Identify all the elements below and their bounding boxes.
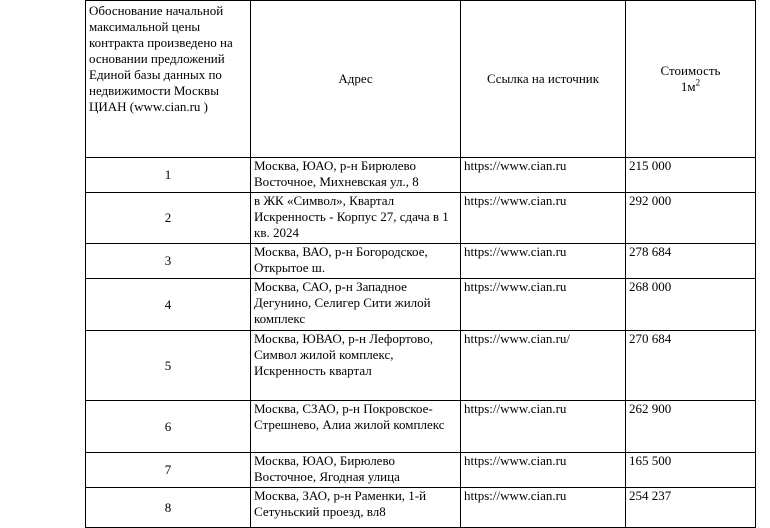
price-justification-table: [85, 0, 756, 528]
table-row: [86, 193, 756, 244]
row-number: 5: [86, 331, 251, 401]
table-row: [86, 279, 756, 331]
row-number: 1: [86, 158, 251, 193]
header-cost-line1: Стоимость: [660, 63, 721, 78]
row-address: Москва, ЮАО, р-н Бирюлево Восточное, Михневская ул., 8: [251, 158, 461, 193]
header-source: Ссылка на источник: [461, 1, 626, 158]
row-source-link: https://www.cian.ru: [461, 244, 626, 279]
table-row: [86, 488, 756, 528]
header-cost: [626, 1, 756, 158]
row-cost: 292 000: [626, 193, 756, 244]
table-row: [86, 244, 756, 279]
row-address: Москва, ЮАО, Бирюлево Восточное, Ягодная улица: [251, 453, 461, 488]
table-row: [86, 331, 756, 401]
row-source-link: https://www.cian.ru: [461, 193, 626, 244]
row-source-link: https://www.cian.ru: [461, 488, 626, 528]
table-row: [86, 401, 756, 453]
row-source-link: https://www.cian.ru: [461, 279, 626, 331]
row-address: Москва, САО, р-н Западное Дегунино, Селигер Сити жилой комплекс: [251, 279, 461, 331]
row-source-link: https://www.cian.ru: [461, 158, 626, 193]
row-source-link: https://www.cian.ru: [461, 453, 626, 488]
row-number: 6: [86, 401, 251, 453]
row-cost: 254 237: [626, 488, 756, 528]
row-number: 3: [86, 244, 251, 279]
row-number: 7: [86, 453, 251, 488]
row-cost: 270 684: [626, 331, 756, 401]
row-number: 2: [86, 193, 251, 244]
table-row: [86, 158, 756, 193]
row-cost: 262 900: [626, 401, 756, 453]
row-cost: 278 684: [626, 244, 756, 279]
row-cost: 268 000: [626, 279, 756, 331]
row-address: Москва, ВАО, р-н Богородское, Открытое ш.: [251, 244, 461, 279]
table-row: [86, 453, 756, 488]
row-cost: 215 000: [626, 158, 756, 193]
row-address: Москва, ЗАО, р-н Раменки, 1-й Сетуньский проезд, вл8: [251, 488, 461, 528]
header-row: [86, 1, 756, 158]
row-number: 8: [86, 488, 251, 528]
row-address: в ЖК «Символ», Квартал Искренность - Корпус 27, сдача в 1 кв. 2024: [251, 193, 461, 244]
row-source-link: https://www.cian.ru/: [461, 331, 626, 401]
header-address: Адрес: [251, 1, 461, 158]
row-address: Москва, ЮВАО, р-н Лефортово, Символ жилой комплекс, Искренность квартал: [251, 331, 461, 401]
table-body: [86, 1, 756, 528]
row-cost: 165 500: [626, 453, 756, 488]
header-basis: Обоснование начальной максимальной цены контракта произведено на основании предложений Единой базы данных по недвижимости Москвы ЦИАН (www.cian.ru ): [86, 1, 251, 158]
row-address: Москва, СЗАО, р-н Покровское-Стрешнево, Алиа жилой комплекс: [251, 401, 461, 453]
header-cost-line2: 1м: [680, 79, 696, 94]
row-number: 4: [86, 279, 251, 331]
row-source-link: https://www.cian.ru: [461, 401, 626, 453]
header-cost-sup: 2: [695, 77, 701, 88]
